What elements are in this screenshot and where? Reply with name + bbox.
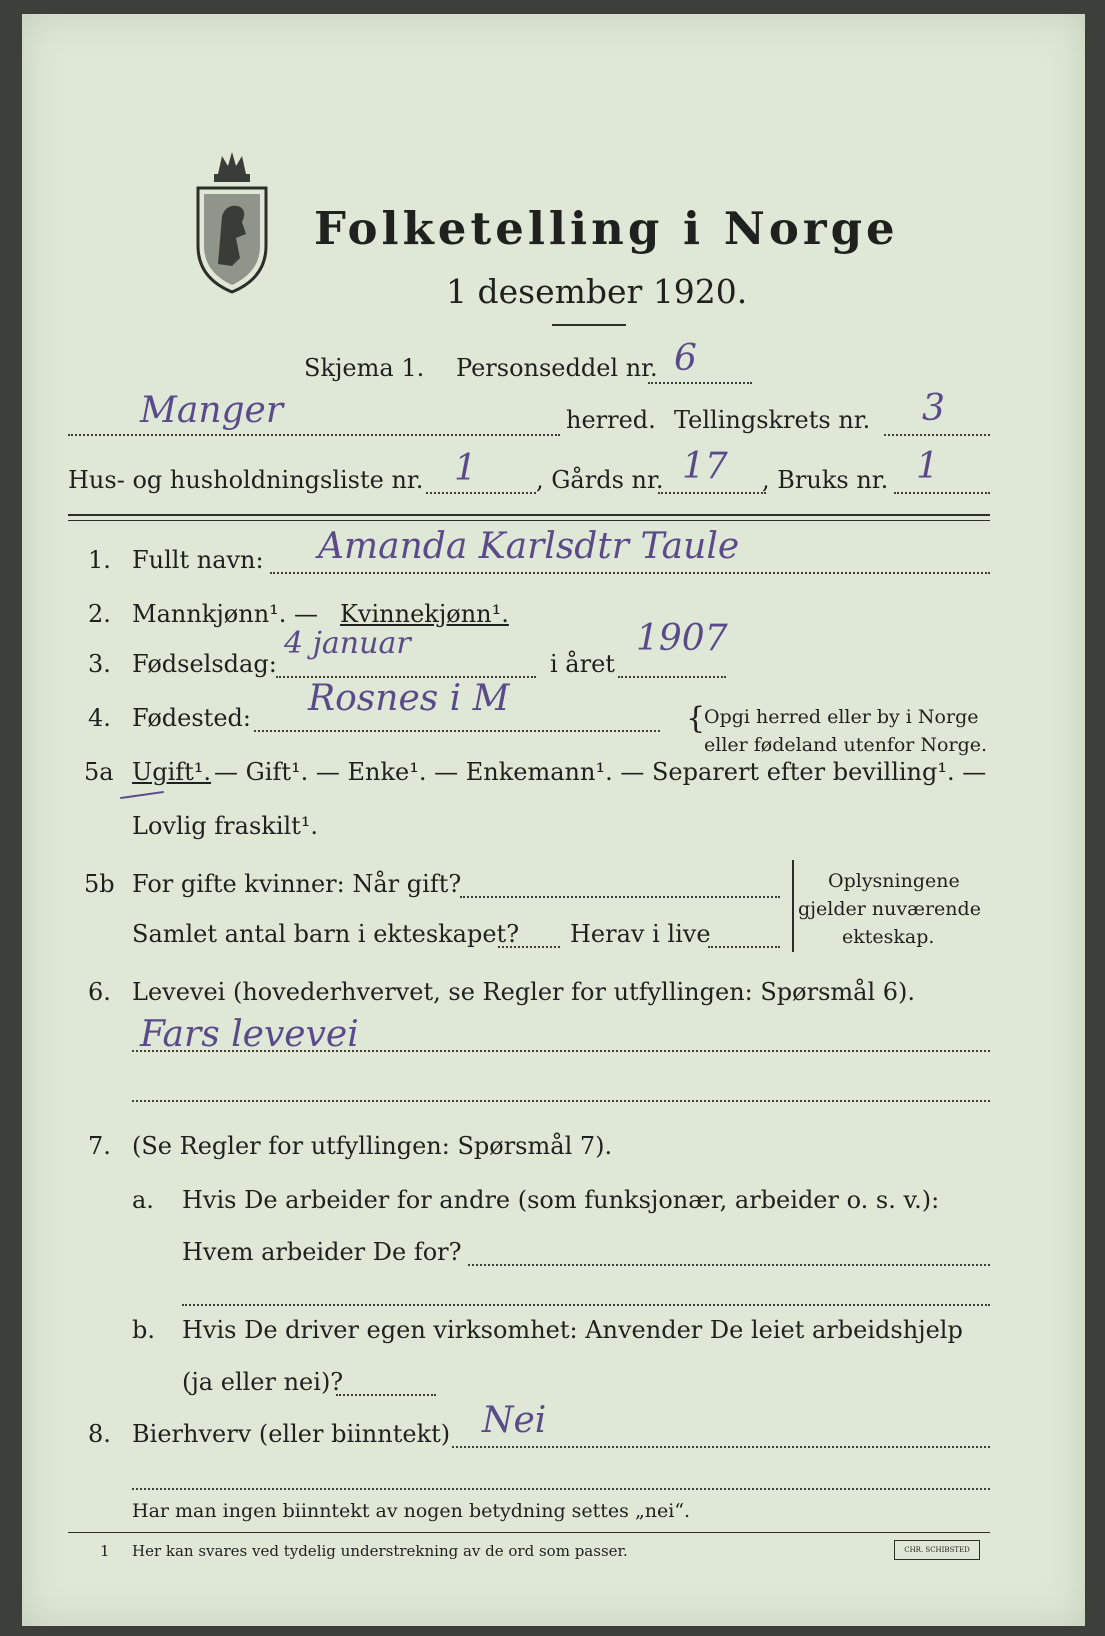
q5b-label: For gifte kvinner: Når gift? (132, 870, 462, 898)
q3-year-label: i året (550, 650, 615, 678)
q5b-alive: Herav i live (570, 920, 711, 948)
q5a-options: — Gift¹. — Enke¹. — Enkemann¹. — Separert efter bevilling¹. — (214, 758, 987, 786)
q5b-number: 5b (84, 870, 115, 898)
tellingskrets-label: Tellingskrets nr. (674, 406, 871, 434)
q7a-letter: a. (132, 1186, 154, 1214)
q2-number: 2. (88, 600, 111, 628)
header-divider-1 (68, 514, 990, 516)
herred-value: Manger (140, 390, 284, 431)
header-divider-2 (68, 520, 990, 521)
census-form (22, 14, 1085, 1626)
q7b-text: Hvis De driver egen virksomhet: Anvender De leiet arbeidshjelp (182, 1316, 963, 1344)
form-title: Folketelling i Norge (314, 202, 899, 255)
personseddel-field-line (648, 382, 752, 384)
footer-divider (68, 1532, 990, 1533)
q7b-question: (ja eller nei)? (182, 1368, 344, 1396)
q3-year-field-line (618, 676, 726, 678)
tellingskrets-field-line (884, 434, 990, 436)
tellingskrets-value: 3 (922, 388, 945, 429)
schema-label: Skjema 1. (304, 354, 425, 382)
q2-male: Mannkjønn¹. — (132, 600, 319, 628)
q6-number: 6. (88, 978, 111, 1006)
q4-value: Rosnes i M (308, 678, 510, 719)
q4-label: Fødested: (132, 704, 251, 732)
q6-field-line-1 (132, 1050, 990, 1052)
q7a-field-line-1 (468, 1264, 990, 1266)
q4-number: 4. (88, 704, 111, 732)
footnote-text: Her kan svares ved tydelig understrekning av de ord som passer. (132, 1542, 628, 1560)
q7-number: 7. (88, 1132, 111, 1160)
q3-number: 3. (88, 650, 111, 678)
q7a-question: Hvem arbeider De for? (182, 1238, 462, 1266)
personseddel-value: 6 (674, 338, 697, 379)
q5b-note-line-2: gjelder nuværende (798, 898, 981, 920)
husliste-value: 1 (454, 448, 477, 489)
herred-field-line (68, 434, 560, 436)
q1-value: Amanda Karlsdtr Taule (318, 526, 740, 567)
q5a-number: 5a (84, 758, 114, 786)
q4-note-brace: { (686, 701, 706, 736)
q6-field-line-2 (132, 1100, 990, 1102)
q5b-children: Samlet antal barn i ekteskapet? (132, 920, 520, 948)
bruks-value: 1 (916, 446, 939, 487)
herred-label: herred. (566, 406, 656, 434)
q5b-married-field-line (460, 896, 780, 898)
q4-note-line-2: eller fødeland utenfor Norge. (704, 734, 988, 756)
q8-value: Nei (482, 1400, 547, 1441)
printer-stamp: CHR. SCHIBSTED (894, 1540, 980, 1560)
personseddel-label: Personseddel nr. (456, 354, 658, 382)
q1-label: Fullt navn: (132, 546, 264, 574)
q5b-note-bracket (792, 860, 794, 952)
footer-note: Har man ingen biinntekt av nogen betydning settes „nei“. (132, 1500, 691, 1522)
q5b-note-line-3: ekteskap. (842, 926, 935, 948)
q7-label: (Se Regler for utfyllingen: Spørsmål 7). (132, 1132, 613, 1160)
q7b-letter: b. (132, 1316, 155, 1344)
q2-female: Kvinnekjønn¹. (340, 600, 509, 628)
husliste-field-line (426, 492, 536, 494)
gards-label: , Gårds nr. (536, 466, 664, 494)
gards-value: 17 (682, 446, 728, 487)
q7a-field-line-2 (182, 1304, 990, 1306)
q8-label: Bierhverv (eller biinntekt) (132, 1420, 451, 1448)
q3-year-value: 1907 (636, 618, 728, 659)
husliste-label: Hus- og husholdningsliste nr. (68, 466, 424, 494)
coat-of-arms-icon (188, 146, 276, 296)
q5a-line-2: Lovlig fraskilt¹. (132, 812, 319, 840)
q1-field-line (270, 572, 990, 574)
q5b-children-field-line (498, 946, 560, 948)
q8-field-line-2 (132, 1488, 990, 1490)
title-divider (552, 324, 626, 326)
q6-label: Levevei (hovederhvervet, se Regler for utfyllingen: Spørsmål 6). (132, 978, 916, 1006)
footnote-mark: 1 (100, 1542, 110, 1560)
q5a-check-mark (120, 791, 164, 799)
q4-field-line (254, 730, 660, 732)
q4-note-line-1: Opgi herred eller by i Norge (704, 706, 979, 728)
q3-label: Fødselsdag: (132, 650, 277, 678)
q7a-text: Hvis De arbeider for andre (som funksjonær, arbeider o. s. v.): (182, 1186, 940, 1214)
q5a-ugift: Ugift¹. (132, 758, 212, 786)
q5b-alive-field-line (708, 946, 780, 948)
q7b-field-line (336, 1394, 436, 1396)
gards-field-line (658, 492, 766, 494)
q6-value: Fars levevei (140, 1014, 359, 1055)
bruks-label: , Bruks nr. (762, 466, 889, 494)
bruks-field-line (894, 492, 990, 494)
form-date: 1 desember 1920. (446, 272, 748, 311)
q8-field-line (452, 1446, 990, 1448)
q5b-note-line-1: Oplysningene (828, 870, 960, 892)
q1-number: 1. (88, 546, 111, 574)
q3-value: 4 januar (284, 626, 411, 661)
q8-number: 8. (88, 1420, 111, 1448)
